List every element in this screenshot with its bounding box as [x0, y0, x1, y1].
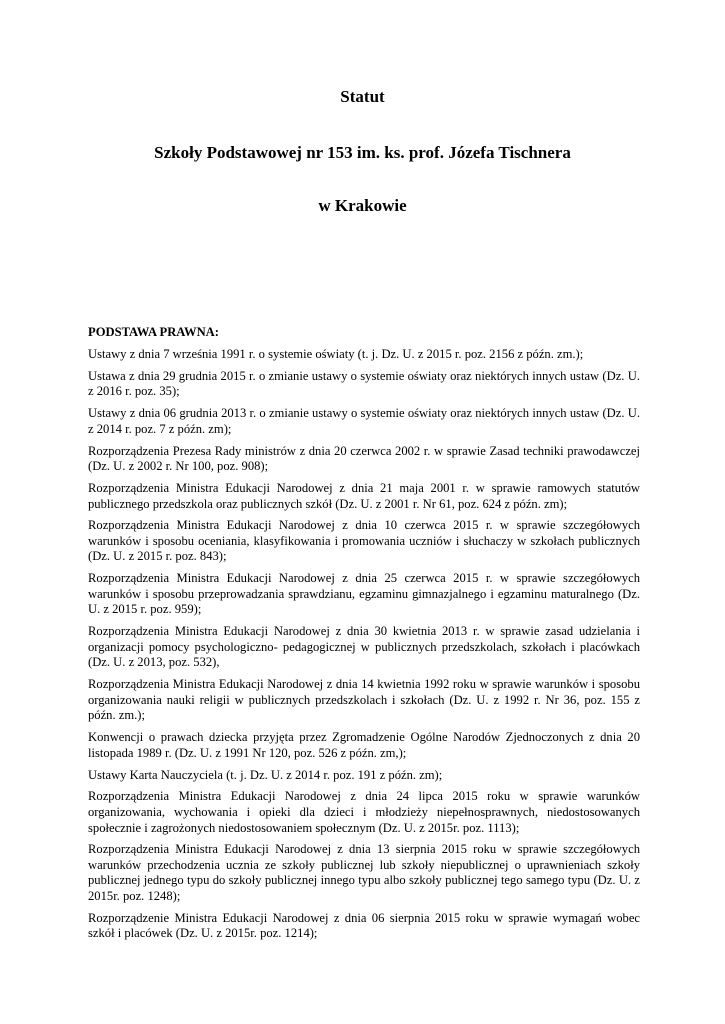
list-item: Rozporządzenie Ministra Edukacji Narodowej z dnia 06 sierpnia 2015 roku w sprawie wymagań wobec szkół i placówek (Dz. U. z 2015r. poz. 1214); [88, 910, 640, 941]
section-heading: PODSTAWA PRAWNA: [88, 325, 219, 339]
list-item: Ustawy z dnia 06 grudnia 2013 r. o zmianie ustawy o systemie oświaty oraz niektórych innych ustaw (Dz. U. z 2014 r. poz. 7 z późn. zm); [88, 406, 640, 436]
legal-basis-list [88, 347, 640, 942]
list-item: Rozporządzenia Ministra Edukacji Narodowej z dnia 13 sierpnia 2015 roku w sprawie szczegółowych warunków przechodzenia ucznia ze szkoły publicznej lub szkoły niepublicznej o uprawnieniach szkoły publicznej jednego typu do szkoły publicznej innego typu albo szkoły publicznej tego samego typu (Dz. U. z 2015r. poz. 1248); [88, 842, 640, 904]
list-item: Ustawy z dnia 7 września 1991 r. o systemie oświaty (t. j. Dz. U. z 2015 r. poz. 2156 z późn. zm.); [88, 347, 584, 361]
list-item: Rozporządzenia Prezesa Rady ministrów z dnia 20 czerwca 2002 r. w sprawie Zasad techniki prawodawczej (Dz. U. z 2002 r. Nr 100, poz. 908); [88, 443, 640, 474]
school-name: Szkoły Podstawowej nr 153 im. ks. prof. Józefa Tischnera [154, 143, 571, 162]
list-item: Ustawy Karta Nauczyciela (t. j. Dz. U. z 2014 r. poz. 191 z późn. zm); [88, 767, 443, 782]
list-item: Rozporządzenia Ministra Edukacji Narodowej z dnia 25 czerwca 2015 r. w sprawie szczegółowych warunków i sposobu przeprowadzania sprawdzianu, egzaminu gimnazjalnego i egzaminu maturalnego (Dz. U. z 2015 r. poz. 959); [88, 571, 640, 617]
list-item: Ustawa z dnia 29 grudnia 2015 r. o zmianie ustawy o systemie oświaty oraz niektórych innych ustaw (Dz. U. z 2016 r. poz. 35); [88, 368, 640, 399]
document-title: Statut [340, 87, 385, 106]
list-item: Rozporządzenia Ministra Edukacji Narodowej z dnia 30 kwietnia 2013 r. w sprawie zasad udzielania i organizacji pomocy psychologiczno- pedagogicznej w publicznych przedszkolach, szkołach i placówkach (Dz. U. z 2013, poz. 532), [88, 624, 640, 670]
list-item: Rozporządzenia Ministra Edukacji Narodowej z dnia 14 kwietnia 1992 roku w sprawie warunków i sposobu organizowania nauki religii w publicznych przedszkolach i szkołach (Dz. U. z 1992 r. Nr 36, poz. 155 z późn. zm.); [88, 677, 640, 723]
list-item: Rozporządzenia Ministra Edukacji Narodowej z dnia 10 czerwca 2015 r. w sprawie szczegółowych warunków i sposobu oceniania, klasyfikowania i promowania uczniów i słuchaczy w szkołach publicznych (Dz. U. z 2015 r. poz. 843); [88, 518, 640, 564]
list-item: Rozporządzenia Ministra Edukacji Narodowej z dnia 24 lipca 2015 roku w sprawie warunków organizowania, wychowania i opieki dla dzieci i młodzieży niepełnosprawnych, niedostosowanych społecznie i zagrożonych niedostosowaniem społecznym (Dz. U. z 2015r. poz. 1113); [88, 789, 640, 835]
list-item: Konwencji o prawach dziecka przyjęta przez Zgromadzenie Ogólne Narodów Zjednoczonych z dnia 20 listopada 1989 r. (Dz. U. z 1991 Nr 120, poz. 526 z późn. zm,); [88, 730, 640, 760]
legal-basis-section [88, 325, 640, 948]
school-location: w Krakowie [318, 196, 407, 215]
list-item: Rozporządzenia Ministra Edukacji Narodowej z dnia 21 maja 2001 r. w sprawie ramowych statutów publicznego przedszkola oraz publicznych szkół (Dz. U. z 2001 r. Nr 61, poz. 624 z późn. zm); [88, 480, 640, 511]
